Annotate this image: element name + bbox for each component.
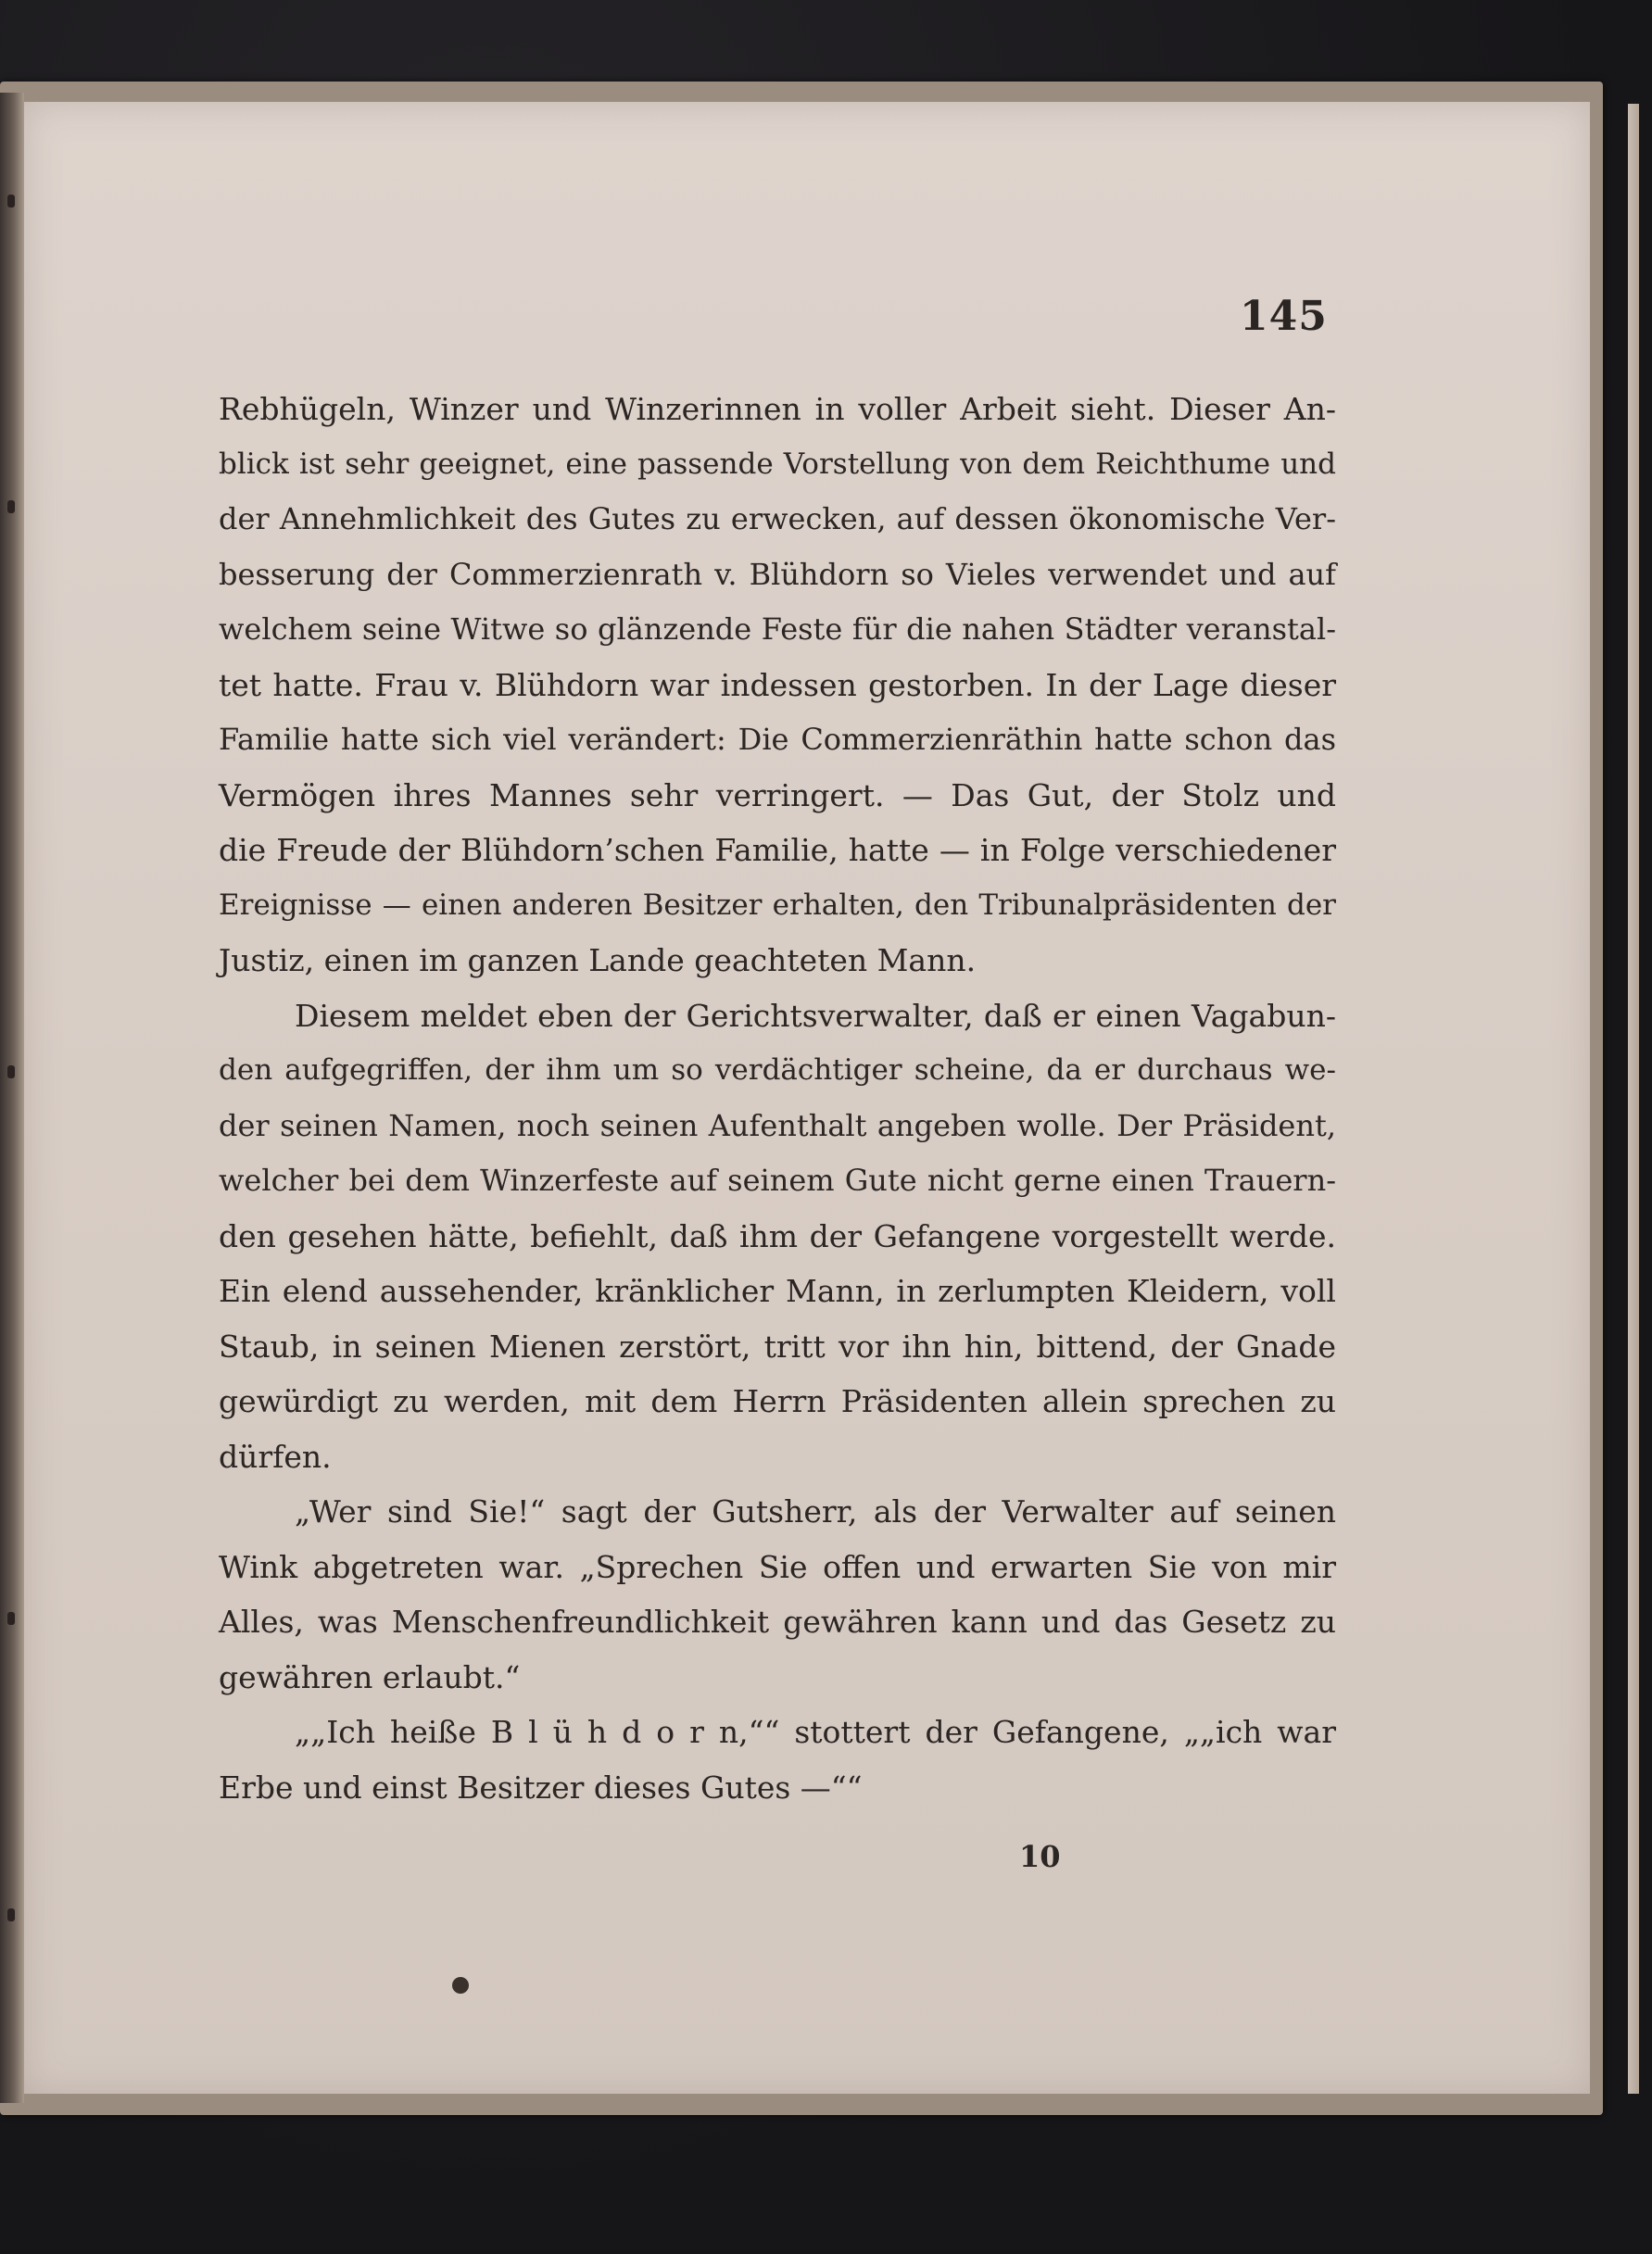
text-line: welchem seine Witwe so glänzende Feste für die nahen Städter veranstal- bbox=[219, 611, 1336, 647]
body-text bbox=[219, 382, 1336, 1815]
text-line: Rebhügeln, Winzer und Winzerinnen in voller Arbeit sieht. Dieser An- bbox=[219, 391, 1336, 427]
text-line: den gesehen hätte, befiehlt, daß ihm der Gefangene vorgestellt werde. bbox=[219, 1217, 1336, 1254]
ink-speck bbox=[452, 1977, 469, 1994]
text-line: „„Ich heiße B l ü h d o r n,““ stottert der Gefangene, „„ich war bbox=[295, 1714, 1336, 1750]
text-line: der Annehmlichkeit des Gutes zu erwecken, auf dessen ökonomische Ver- bbox=[219, 501, 1336, 536]
text-line: Alles, was Menschenfreundlichkeit gewähren kann und das Gesetz zu bbox=[219, 1604, 1336, 1640]
text-line: Wink abgetreten war. „Sprechen Sie offen und erwarten Sie von mir bbox=[219, 1548, 1336, 1585]
text-line: Familie hatte sich viel verändert: Die Commerzienräthin hatte schon das bbox=[219, 722, 1336, 757]
page-number: 145 bbox=[1240, 293, 1328, 340]
text-line: dürfen. bbox=[219, 1438, 332, 1475]
text-line: welcher bei dem Winzerfeste auf seinem Gute nicht gerne einen Trauern- bbox=[219, 1163, 1336, 1198]
signature-mark: 10 bbox=[1019, 1839, 1061, 1874]
text-line: Diesem meldet eben der Gerichtsverwalter, daß er einen Vagabun- bbox=[295, 997, 1336, 1034]
text-line: Vermögen ihres Mannes sehr verringert. — Das Gut, der Stolz und bbox=[219, 776, 1336, 813]
text-line: gewähren erlaubt.“ bbox=[219, 1658, 521, 1695]
text-line: tet hatte. Frau v. Blühdorn war indessen gestorben. In der Lage dieser bbox=[219, 666, 1336, 703]
text-line: Ereignisse — einen anderen Besitzer erhalten, den Tribunalpräsidenten der bbox=[219, 888, 1336, 922]
book-spine bbox=[0, 93, 24, 2103]
page-edge bbox=[1628, 104, 1639, 2094]
text-line: Erbe und einst Besitzer dieses Gutes —““ bbox=[219, 1769, 863, 1806]
binding-thread-mark bbox=[7, 1612, 15, 1625]
text-line: „Wer sind Sie!“ sagt der Gutsherr, als der Verwalter auf seinen bbox=[295, 1493, 1336, 1530]
text-line: den aufgegriffen, der ihm um so verdächtiger scheine, da er durchaus we- bbox=[219, 1053, 1336, 1087]
text-line: die Freude der Blühdorn’schen Familie, hatte — in Folge verschiedener bbox=[219, 832, 1336, 868]
binding-thread-mark bbox=[7, 1065, 15, 1078]
text-line: Staub, in seinen Mienen zerstört, tritt vor ihn hin, bittend, der Gnade bbox=[219, 1328, 1336, 1365]
text-line: gewürdigt zu werden, mit dem Herrn Präsidenten allein sprechen zu bbox=[219, 1383, 1336, 1419]
text-line: Ein elend aussehender, kränklicher Mann, in zerlumpten Kleidern, voll bbox=[219, 1273, 1336, 1309]
binding-thread-mark bbox=[7, 1908, 15, 1921]
binding-thread-mark bbox=[7, 500, 15, 513]
text-line: Justiz, einen im ganzen Lande geachteten Mann. bbox=[219, 942, 977, 978]
binding-thread-mark bbox=[7, 195, 15, 208]
text-line: der seinen Namen, noch seinen Aufenthalt angeben wolle. Der Präsident, bbox=[219, 1107, 1336, 1143]
text-line: besserung der Commerzienrath v. Blühdorn so Vieles verwendet und auf bbox=[219, 556, 1336, 592]
text-line: blick ist sehr geeignet, eine passende Vorstellung von dem Reichthume und bbox=[219, 447, 1336, 481]
